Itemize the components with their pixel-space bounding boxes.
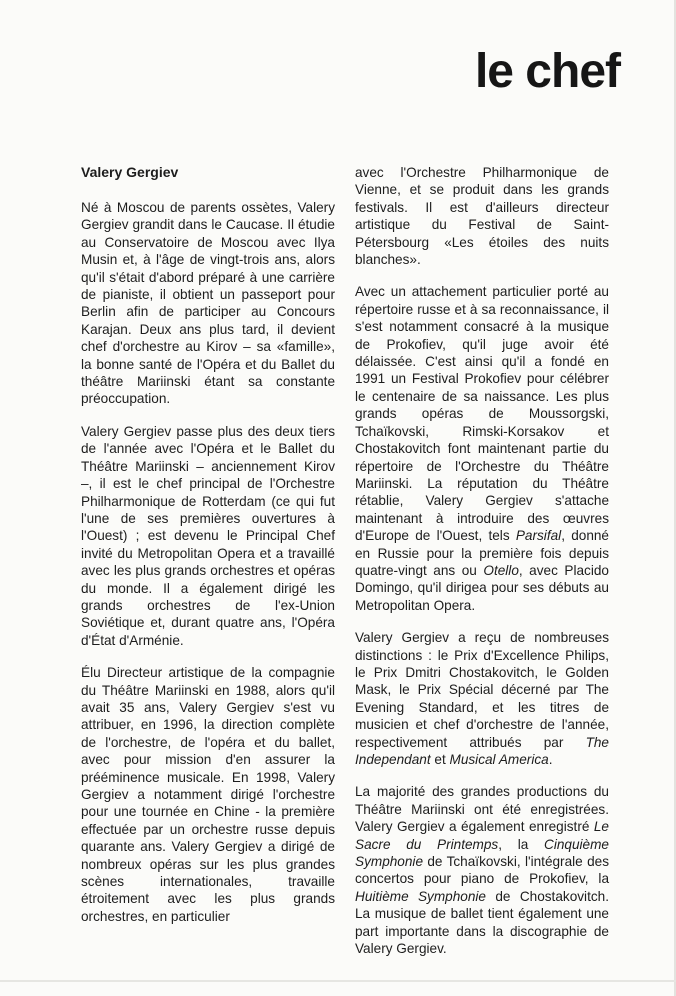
text-run: Valery Gergiev a reçu de nombreuses distinctions : le Prix d'Excellence Philips, le Prix Dmitri Chostakovitch, le Golden Mask, le Prix Spécial décerné par The Evening Standard, et les titres de musicien et chef d'orchestre de l'année, respectivement attribués par: [355, 630, 609, 750]
paragraph-repertoire: [355, 283, 609, 614]
text-run: , donné en Russie pour la première fois depuis quatre-vingt ans ou: [355, 528, 609, 578]
paragraph-vienna: avec l'Orchestre Philharmonique de Vienne, et se produit dans les grands festivals. Il est d'ailleurs directeur artistique du Festival de Saint-Pétersbourg «Les étoiles des nuits blanches».: [355, 165, 609, 268]
text-run: et: [430, 752, 450, 767]
article-heading: Valery Gergiev: [81, 164, 179, 180]
title-sacre: Le Sacre du Printemps: [355, 819, 609, 852]
page-title: le chef: [474, 45, 620, 98]
title-musical-america: Musical America: [449, 752, 549, 767]
text-run: .: [548, 752, 553, 767]
text-run: La majorité des grandes productions du Théâtre Mariinski ont été enregistrées. Valery Gergiev a également enregistré: [355, 784, 609, 835]
paragraph-awards: [355, 629, 609, 768]
text-run: de Tchaïkovski, l'intégrale des concertos pour piano de Prokofiev, la: [355, 854, 609, 887]
text-run: de Chostakovitch. La musique de ballet tient également une part importante dans la discographie de Valery Gergiev.: [355, 888, 609, 957]
paragraph-director: Élu Directeur artistique de la compagnie du Théâtre Mariinski en 1988, alors qu'il avait 35 ans, Valery Gergiev s'est vu attribuer, en 1996, la direction complète de l'orchestre, de l'opéra et du ballet, avec pour mission d'en assurer la prééminence musicale. En 1998, Valery Gergiev a notamment dirigé l'orchestre pour une tournée en Chine - la première effectuée par un orchestre russe depuis quarante ans. Valery Gergiev a dirigé de nombreux opéras sur les plus grandes scènes internationales, travaille étroitement avec les plus grands orchestres, en particulier: [81, 665, 335, 924]
text-run: , la: [498, 836, 544, 852]
title-cinquieme: Cinquième Symphonie: [355, 836, 609, 870]
title-otello: Otello: [483, 562, 519, 578]
paragraph-recordings: [355, 783, 609, 957]
title-huitieme: Huitième Symphonie: [355, 888, 486, 904]
right-column: [355, 164, 609, 972]
page-bottom-edge: [0, 980, 676, 982]
left-column: [81, 164, 335, 940]
title-independant: The Independant: [355, 734, 609, 767]
text-run: Avec un attachement particulier porté au répertoire russe et à sa reconnaissance, il s'est notamment consacré à la musique de Prokofiev, qu'il juge avoir été délaissée. C'est ainsi qu'il a fondé en 1991 un Festival Prokofiev pour célébrer le centenaire de sa naissance. Les plus grands opéras de Moussorgski, Tchaïkovski, Rimski-Korsakov et Chostakovitch font maintenant partie du répertoire de l'Orchestre du Théâtre Mariinski. La réputation du Théâtre rétablie, Valery Gergiev s'attache maintenant à introduire des œuvres d'Europe de l'Ouest, tels: [355, 284, 609, 544]
paragraph-birth: Né à Moscou de parents ossètes, Valery Gergiev grandit dans le Caucase. Il étudie au Conservatoire de Moscou avec Ilya Musin et, à l'âge de vingt-trois ans, alors qu'il s'était d'abord préparé à une carrière de pianiste, il obtient un passeport pour Berlin afin de participer au Concours Karajan. Deux ans plus tard, il devient chef d'orchestre au Kirov – sa «famille», la bonne santé de l'Opéra et du Ballet du théâtre Mariinski étant sa constante préoccupation.: [81, 200, 335, 407]
title-parsifal: Parsifal: [515, 528, 562, 544]
paragraph-career: Valery Gergiev passe plus des deux tiers de l'année avec l'Opéra et le Ballet du Théâtre Mariinski – anciennement Kirov –, il est le chef principal de l'Orchestre Philharmonique de Rotterdam (ce qui fut l'une de ses premières ouvertures à l'Ouest) ; est devenu le Principal Chef invité du Metropolitan Opera et a travaillé avec les plus grands orchestres et opéras du monde. Il a également dirigé les grands orchestres de l'ex-Union Soviétique et, durant quatre ans, l'Opéra d'État d'Arménie.: [81, 423, 335, 648]
text-run: , avec Placido Domingo, qu'il dirigea pour ses débuts au Metropolitan Opera.: [355, 562, 609, 613]
